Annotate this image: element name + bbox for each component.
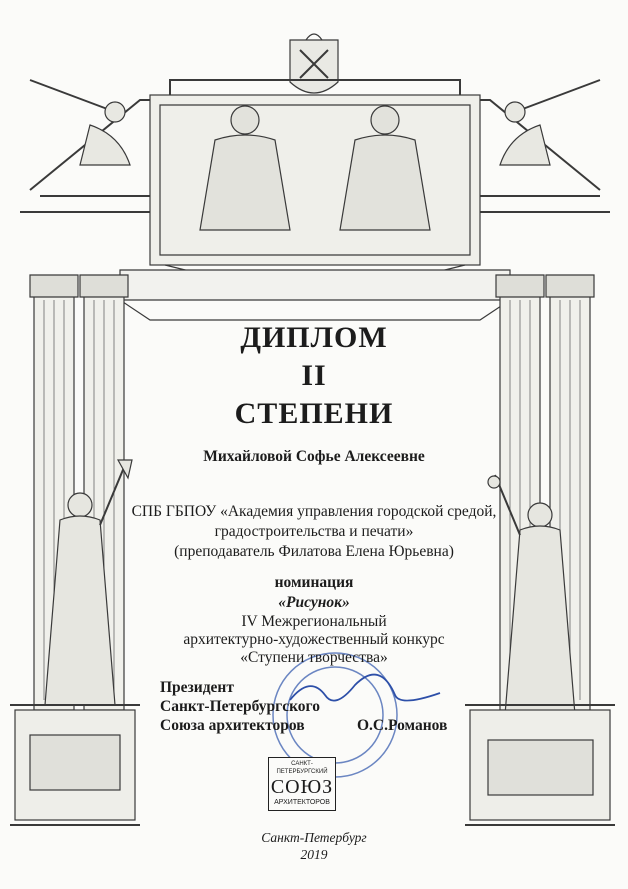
contest-line3: «Ступени творчества» [240,649,388,666]
city-coat-of-arms-icon [290,34,338,93]
diploma-title-line3: СТЕПЕНИ [234,397,394,430]
emblem-middle: СОЮЗ [270,776,334,798]
contest-line2: архитектурно-художественный конкурс [183,631,445,648]
trumpeter-right-icon [500,80,600,165]
signer-title-line1: Президент [160,679,234,696]
diploma-degree: II [301,359,327,392]
nomination-label: номинация [274,574,354,591]
trumpeter-left-icon [30,80,130,165]
signer-name: О.С.Романов [357,717,448,734]
signer-title-line3: Союза архитекторов [160,717,305,734]
footer-year: 2019 [300,847,328,862]
emblem-top: САНКТ-ПЕТЕРБУРГСКИЙ [276,761,328,775]
institution-line2: градостроительства и печати» [214,523,414,540]
contest-line1: IV Межрегиональный [241,613,387,630]
footer-city: Санкт-Петербург [261,830,367,845]
institution-line1: СПБ ГБПОУ «Академия управления городской средой, [131,503,497,520]
recipient-name: Михайловой Софье Алексеевне [203,448,425,465]
left-pedestal [10,705,140,825]
nomination-value: «Рисунок» [278,594,350,611]
right-pedestal [465,705,615,825]
emblem-bottom: АРХИТЕКТОРОВ [274,799,330,806]
architects-union-emblem [268,757,336,811]
signer-title-line2: Санкт-Петербургского [160,698,320,715]
diploma-title-line1: ДИПЛОМ [240,321,388,354]
teacher-line: (преподаватель Филатова Елена Юрьевна) [174,543,454,560]
